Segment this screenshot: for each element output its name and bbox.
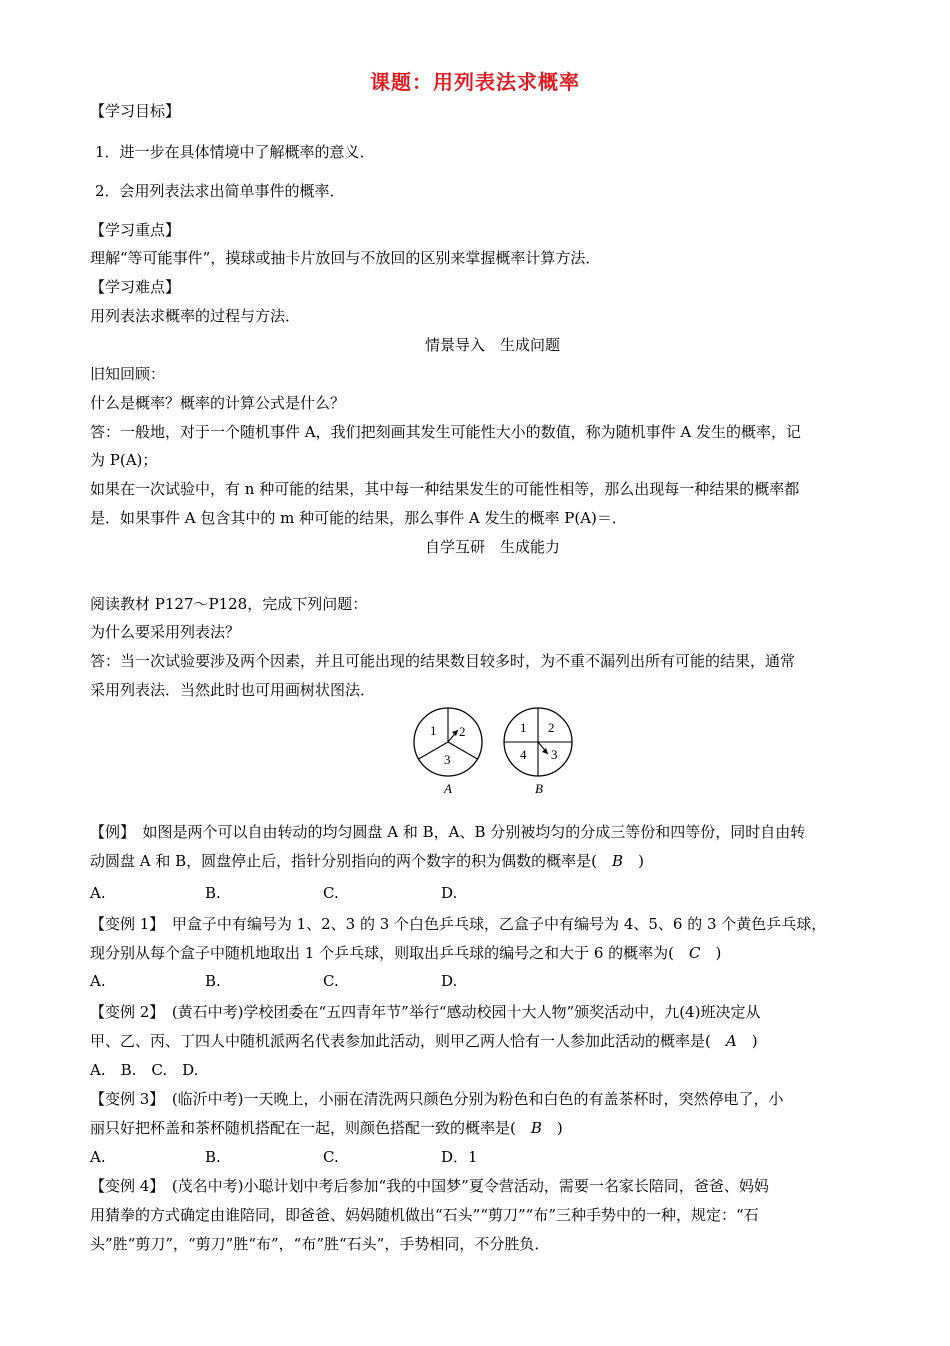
disk-b-number: 3 [551, 747, 558, 762]
variant2-tag: 【变例 2】 [90, 1003, 157, 1021]
review-answer-line1: 答：一般地，对于一个随机事件 A，我们把刻画其发生可能性大小的数值，称为随机事件 A 发生的概率，记 [90, 423, 801, 441]
disk-b [504, 708, 572, 796]
disk-a-label: A [444, 781, 452, 796]
variant3-line1: 【变例 3】 (临沂中考)一天晚上，小丽在清洗两只颜色分别为粉色和白色的有盖茶杯时，突然停电了，小 [90, 1090, 784, 1108]
example-line2: 动圆盘 A 和 B，圆盘停止后，指针分别指向的两个数字的积为偶数的概率是( B ) [90, 852, 644, 870]
variant4-line2: 用猜拳的方式确定由谁陪同，即爸爸、妈妈随机做出“石头”“剪刀”“布”三种手势中的一种，规定：“石 [90, 1206, 759, 1224]
variant3-tag: 【变例 3】 [90, 1090, 157, 1108]
variant2-answer: A [725, 1032, 737, 1050]
intro-heading: 情景导入 生成问题 [424, 336, 560, 354]
disk-b-number: 4 [520, 747, 527, 762]
difficulty-header: 【学习难点】 [90, 278, 181, 296]
variant1-tag: 【变例 1】 [90, 915, 157, 933]
goal-item-2: 2．会用列表法求出简单事件的概率． [95, 182, 345, 200]
disk-b-label: B [535, 781, 543, 796]
option: C. [323, 884, 339, 902]
option: D. [441, 884, 458, 902]
option: D. [441, 972, 458, 990]
goal-item-1: 1．进一步在具体情境中了解概率的意义． [95, 143, 375, 161]
variant4-line1: 【变例 4】 (茂名中考)小聪计划中考后参加“我的中国梦”夏令营活动，需要一名家长陪同，爸爸、妈妈 [90, 1177, 769, 1195]
variant2-line1: 【变例 2】 (黄石中考)学校团委在“五四青年节”举行“感动校园十大人物”颁奖活动中，九(4)班决定从 [90, 1003, 761, 1021]
option: B. [205, 1148, 221, 1166]
review-question: 什么是概率？概率的计算公式是什么？ [90, 394, 346, 412]
variant3-line2: 丽只好把杯盖和茶杯随机搭配在一起，则颜色搭配一致的概率是( B ) [90, 1119, 563, 1137]
option: A. [90, 972, 106, 990]
disk-b-number: 1 [520, 720, 527, 735]
option: B. [205, 972, 221, 990]
option: A. [90, 884, 106, 902]
review-answer-line2: 为 P(A)； [90, 451, 158, 469]
disk-b-number: 2 [548, 720, 555, 735]
variant2-options: A. B. C. D. [90, 1061, 199, 1079]
goal-header: 【学习目标】 [90, 102, 181, 120]
option: B. [205, 884, 221, 902]
variant1-line2: 现分别从每个盒子中随机地取出 1 个乒乓球，则取出乒乓球的编号之和大于 6 的概率为( C ) [90, 944, 722, 962]
variant3-options [90, 1146, 478, 1167]
why-answer-line2: 采用列表法．当然此时也可用画树状图法． [90, 681, 376, 699]
spinner-figure [405, 702, 585, 802]
why-question: 为什么要采用列表法？ [90, 623, 241, 641]
disk-a-number: 1 [430, 723, 437, 738]
formula-line1: 如果在一次试验中，有 n 种可能的结果，其中每一种结果发生的可能性相等，那么出现每一种结果的概率都 [90, 480, 800, 498]
variant3-answer: B [530, 1119, 542, 1137]
difficulty-text: 用列表法求概率的过程与方法． [90, 307, 301, 325]
pointer-icon [452, 730, 458, 736]
page-title: 课题：用列表法求概率 [370, 70, 580, 94]
focus-text: 理解“等可能事件”，摸球或抽卡片放回与不放回的区别来掌握概率计算方法． [90, 249, 601, 267]
variant4-tag: 【变例 4】 [90, 1177, 157, 1195]
variant1-line1: 【变例 1】 甲盒子中有编号为 1、2、3 的 3 个白色乒乓球，乙盒子中有编号为 4、5、6 的 3 个黄色乒乓球， [90, 915, 827, 933]
self-study-heading: 自学互研 生成能力 [424, 538, 560, 556]
review-label: 旧知回顾： [90, 365, 166, 383]
variant4-line3: 头”胜“剪刀”，“剪刀”胜“布”，“布”胜“石头”，手势相同，不分胜负． [90, 1235, 550, 1253]
option: D．1 [441, 1148, 478, 1166]
variant2-line2: 甲、乙、丙、丁四人中随机派两名代表参加此活动，则甲乙两人恰有一人参加此活动的概率是( A ) [90, 1032, 758, 1050]
focus-header: 【学习重点】 [90, 221, 181, 239]
example-answer: B [612, 852, 624, 870]
example-line1: 【例】 如图是两个可以自由转动的均匀圆盘 A 和 B，A、B 分别被均匀的分成三等份和四等份，同时自由转 [90, 823, 806, 841]
option: A. [90, 1148, 106, 1166]
example-options [90, 884, 457, 902]
option: C. [323, 972, 339, 990]
variant1-options [90, 972, 457, 990]
variant1-answer: C [689, 944, 701, 962]
disk-a-number: 2 [459, 724, 466, 739]
read-instruction: 阅读教材 P127～P128，完成下列问题： [90, 595, 368, 613]
disk-a [414, 708, 482, 796]
example-tag: 【例】 [90, 823, 128, 841]
formula-line2: 是．如果事件 A 包含其中的 m 种可能的结果，那么事件 A 发生的概率 P(A)＝． [90, 509, 627, 527]
disk-a-number: 3 [444, 752, 451, 767]
pointer-icon [542, 748, 548, 754]
why-answer-line1: 答：当一次试验要涉及两个因素，并且可能出现的结果数目较多时，为不重不漏列出所有可能的结果，通常 [90, 652, 796, 670]
option: C. [323, 1148, 339, 1166]
